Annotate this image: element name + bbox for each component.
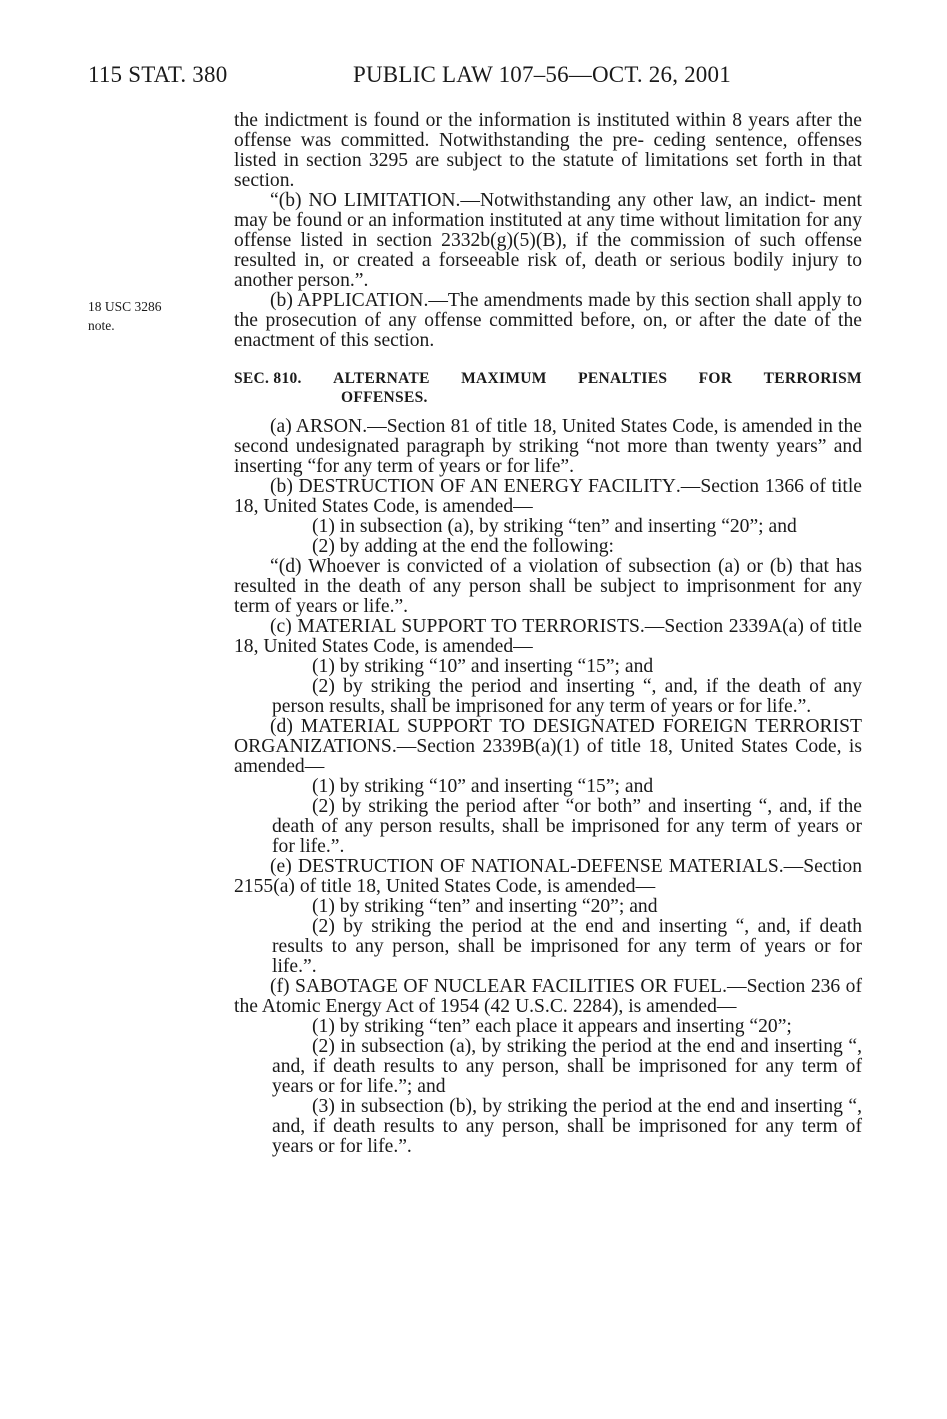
subsection-b-quote: “(d) Whoever is convicted of a violation of subsection (a) or (b) that has resulted in the death of any person shall be subject to imprisonment for any term of years or life.”. xyxy=(234,556,862,617)
subsection-f-item-2: (2) in subsection (a), by striking the period at the end and inserting “, and, if death results to any person, shall be imprisoned for any term of years or for life.”; and xyxy=(272,1036,862,1097)
subsection-a: (a) ARSON.—Section 81 of title 18, United States Code, is amended in the second undesignated paragraph by striking “not more than twenty years” and inserting “for any term of years or for life”. xyxy=(234,416,862,477)
subsection-c-item-1: (1) by striking “10” and inserting “15”; and xyxy=(312,656,654,677)
subsection-f-item-3: (3) in subsection (b), by striking the period at the end and inserting “, and, if death results to any person, shall be imprisoned for any term of years or for life.”. xyxy=(272,1096,862,1157)
subsection-b-item-2: (2) by adding at the end the following: xyxy=(312,536,615,557)
margin-note-citation: 18 USC 3286 xyxy=(88,299,162,314)
subsection-f: (f) SABOTAGE OF NUCLEAR FACILITIES OR FUEL.—Section 236 of the Atomic Energy Act of 1954 (42 U.S.C. 2284), is amended— xyxy=(234,976,862,1017)
subsection-b: (b) DESTRUCTION OF AN ENERGY FACILITY.—Section 1366 of title 18, United States Code, is amended— xyxy=(234,476,862,517)
subsection-f-item-1: (1) by striking “ten” each place it appears and inserting “20”; xyxy=(312,1016,792,1037)
application-paragraph: (b) APPLICATION.—The amendments made by this section shall apply to the prosecution of any offense committed before, on, or after the date of the enactment of this section. xyxy=(234,290,862,351)
section-number: SEC. 810. xyxy=(234,370,302,387)
subsection-c: (c) MATERIAL SUPPORT TO TERRORISTS.—Section 2339A(a) of title 18, United States Code, is amended— xyxy=(234,616,863,657)
subsection-e-item-1: (1) by striking “ten” and inserting “20”; and xyxy=(312,896,658,917)
margin-note-label: note. xyxy=(88,318,115,333)
continued-paragraph: the indictment is found or the information is instituted within 8 years after the offense was committed. Notwithstanding the pre- ceding sentence, offenses listed in section 3295 are subject to the statute of limitations set forth in that section. xyxy=(234,110,862,191)
section-heading: SEC. 810. ALTERNATE MAXIMUM PENALTIES FOR TERRORISM OFFENSES. xyxy=(234,370,862,406)
subsection-e: (e) DESTRUCTION OF NATIONAL-DEFENSE MATERIALS.—Section 2155(a) of title 18, United States Code, is amended— xyxy=(234,856,863,897)
subsection-d: (d) MATERIAL SUPPORT TO DESIGNATED FOREIGN TERRORIST ORGANIZATIONS.—Section 2339B(a)(1) of title 18, United States Code, is amended— xyxy=(234,716,862,777)
subsection-b-item-1: (1) in subsection (a), by striking “ten” and inserting “20”; and xyxy=(312,516,797,537)
no-limitation-paragraph: “(b) NO LIMITATION.—Notwithstanding any other law, an indict- ment may be found or an information instituted at any time without limitation for any offense listed in section 2332b(g)(5)(B), if the commission of such offense resulted in, or created a forseeable risk of, death or serious bodily injury to another person.”. xyxy=(234,190,862,291)
subsection-c-item-2: (2) by striking the period and inserting “, and, if the death of any person results, shall be imprisoned for any term of years or for life.”. xyxy=(272,676,862,717)
subsection-d-item-2: (2) by striking the period after “or both” and inserting “, and, if the death of any person results, shall be imprisoned for any term of years or for life.”. xyxy=(272,796,862,857)
statute-citation: 115 STAT. 380 xyxy=(88,62,228,87)
subsection-d-item-1: (1) by striking “10” and inserting “15”; and xyxy=(312,776,654,797)
public-law-title: PUBLIC LAW 107–56—OCT. 26, 2001 xyxy=(353,62,731,87)
subsection-e-item-2: (2) by striking the period at the end and inserting “, and, if death results to any person, shall be imprisoned for any term of years or for life.”. xyxy=(272,916,862,977)
margin-note xyxy=(88,297,218,335)
page-header xyxy=(88,62,888,92)
body-text xyxy=(234,111,862,1157)
